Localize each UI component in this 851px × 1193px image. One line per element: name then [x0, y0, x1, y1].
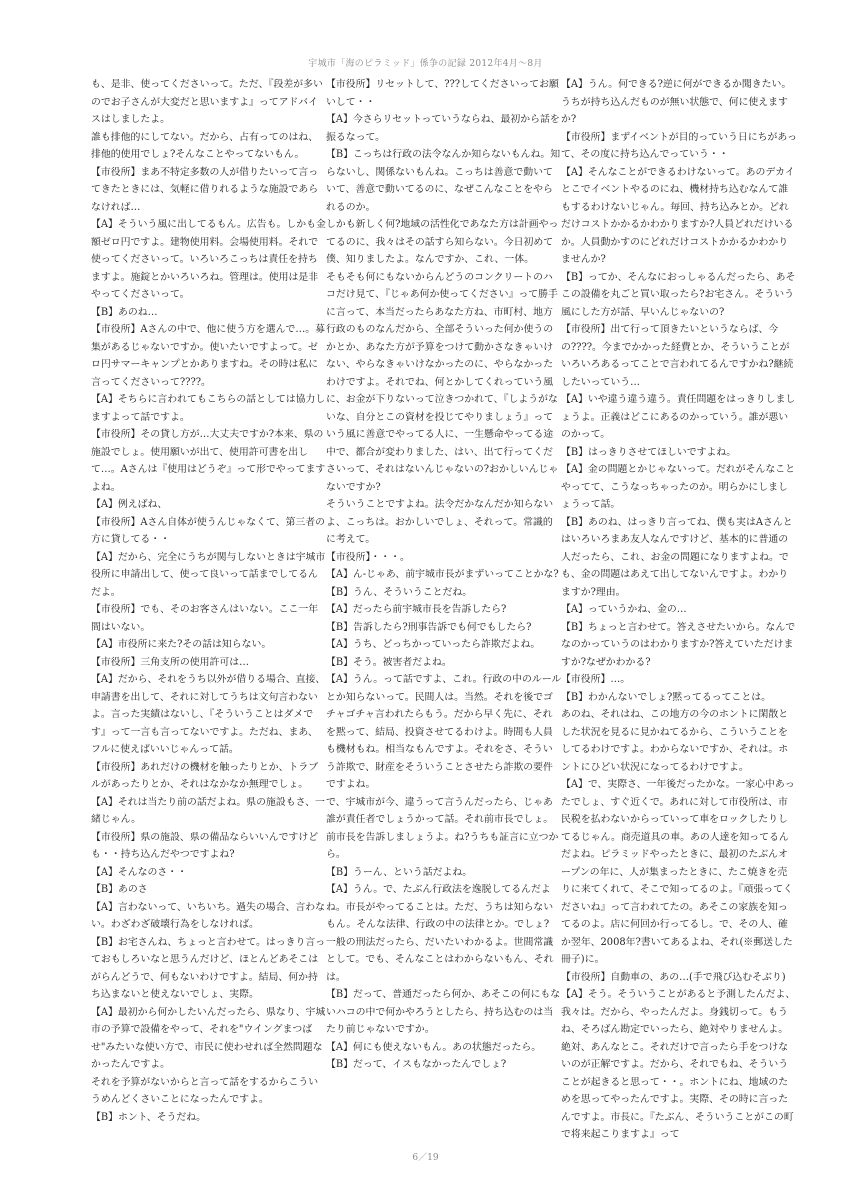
transcript-paragraph: 【A】最初から何かしたいんだったら、県なり、宇城市の予算で設備をやって、それを"ウイングまつばせ"みたいな使い方で、市民に使わせれば全然問題なかったんですよ。 — [91, 1006, 326, 1070]
transcript-paragraph: 【B】あのね、はっきり言ってね、僕も実はAさんとはいろいろまあ友人なんですけど、基本的に普通の人だったら、これ、お金の問題になりますよね。でも、金の問題はあえて出してないんですよ。わかりますか?理由。 — [561, 516, 793, 598]
transcript-paragraph: 【B】はっきりさせてほしいですよね。 — [561, 446, 737, 458]
transcript-paragraph: 【B】ホント、そうだね。 — [91, 1111, 206, 1123]
transcript-paragraph: 【B】あのね… — [91, 306, 158, 318]
transcript-paragraph: 【A】だから、完全にうちが関与しないときは宇城市役所に申請出して、使って良いって話までしてるんだよ。 — [91, 551, 326, 598]
transcript-paragraph: 【A】例えばね、 — [91, 499, 168, 510]
transcript-paragraph: 【A】そう。そういうことがあると予測したんだよ、我々は。だから、やったんだよ。身銭切って。もうね、そろばん勘定でいったら、絶対やりませんよ。絶対、あんなとこ。それだけで言ったら手をつけないのが正解ですよ。だから、それでもね、そういうことが起きると思って・・。ホントにね、地域のためを思ってやったんですよ。実際、その時に言ったんですよ。市長に。『たぶん、そういうことがこの町で将来起こりますよ』って — [561, 989, 796, 1140]
transcript-paragraph: しかも新しく何?地域の活性化であなた方は計画やってるのに、我々はその話すら知らない。今日初めて僕、知りましたよ。なんですか、これ、一体。 — [326, 219, 559, 265]
transcript-paragraph: 【A】っていうかね、金の… — [561, 604, 687, 615]
transcript-paragraph: 【B】お宅さんね、ちょっと言わせて。はっきり言っておもしろいなと思うんだけど、ほとんどあそこはがらんどうで、何もないわけですよ。結局、何か持ち込まないと使えないでしょ、実際。 — [91, 936, 326, 1000]
transcript-paragraph: 【市役所】Aさん自体が使うんじゃなくて、第三者の方に貸してる・・ — [91, 516, 326, 545]
transcript-paragraph: 【市役所】出て行って頂きたいというならば、今の????。今までかかった経費とか、そういうことがいろいろあるってことで言われてるんですかね?継続したいっていう… — [561, 324, 794, 388]
transcript-paragraph: 【B】そう。被害者だよね。 — [326, 656, 452, 668]
transcript-paragraph: 【B】だって、イスもなかったんでしょ? — [326, 1059, 507, 1070]
transcript-paragraph: で、宇城市が今、違うって言うんだったら、じゃあ誰が責任者でしょうかって話。それ前市長でしょ。前市長を告訴しましょうよ。ね?うちも証言に立つから。 — [326, 796, 559, 860]
transcript-column-2 — [326, 76, 562, 1074]
transcript-paragraph: そういうことですよね。法令だかなんだか知らないよ、こっちは。おかしいでしょ、それって。常識的に考えて。 — [326, 499, 554, 545]
transcript-paragraph: 【A】金の問題とかじゃないって。だれがそんなことやってて、こうなっちゃったのか。明らかにしましょうって話。 — [561, 464, 796, 510]
transcript-paragraph: 【市役所】でも、そのお客さんはいない。ここ一年間はいない。 — [91, 604, 319, 633]
transcript-paragraph: 【市役所】リセットして、???してくださいってお願いして・・ — [326, 79, 559, 108]
transcript-paragraph: 【市役所】県の施設、県の備品ならいいんですけども・・持ち込んだやつですよね? — [91, 831, 319, 860]
transcript-paragraph: 【B】ちょっと言わせて。答えさせたいから。なんでなのかっていうのはわかりますか?答えていただけますか?なぜかわかる? — [561, 621, 796, 668]
transcript-paragraph: 【市役所】まあ不特定多数の人が借りたいって言ってきたときには、気軽に借りれるような施設であらなければ… — [91, 166, 319, 213]
transcript-paragraph: 【A】そちらに言われてもこちらの話としては協力しますよって話ですよ。 — [91, 394, 326, 423]
transcript-paragraph: 【市役所】Aさんの中で、他に使う方を選んで…。募集があるじゃないですか。使いたいですよって。ゼロ円サマーキャンプとかありますね。その時は私に言ってくださいって????。 — [91, 324, 326, 388]
transcript-paragraph: も、是非、使ってくださいって。ただ、『段差が多いのでお子さんが大変だと思いますよ』ってアドバイスはしましたよ。 — [91, 79, 323, 125]
transcript-paragraph: 【A】そんなのさ・・ — [91, 866, 188, 878]
transcript-paragraph: それを予算がないからと言って話をするからこういうめんどくさいことになったんですよ。 — [91, 1076, 319, 1105]
transcript-paragraph: 【A】市役所に来た?その話は知らない。 — [91, 639, 272, 650]
transcript-paragraph: 【A】だから、それをうち以外が借りる場合、直接、申請書を出して、それに対してうちは文句言わないよ。言った実績はないし、『そういうことはダメです』って一言も言ってないですよ。ただね、まあ、フルに使えばいいじゃんって話。 — [91, 674, 326, 755]
transcript-paragraph: 【B】うん、そういうことだね。 — [326, 586, 473, 598]
transcript-paragraph: 【市役所】その貸し方が…大丈夫ですか?本来、県の施設でしょ。使用願いが出て、使用許可書を出して…。Aさんは『使用はどうぞ』って形でやってますよね。 — [91, 429, 326, 493]
transcript-paragraph: そもそも何にもないからんどうのコンクリートのハコだけ見て、『じゃあ何か使ってください』って勝手に言って、本当だったらあなた方ね、市町村、地方行政のものなんだから、全部そういった何か使うのかとか、あなた方が予算をつけて動かさなきゃいけない、やらなきゃいけなかったのに、やらなかったわけですよ。それでね、何とかしてくれっていう風に、お金が下りないって泣きつかれて、『しようがないな、自分とこの資材を投じてやりましょう』っていう風に善意でやってる人に、一生懸命やってる途中で、都合が変わりました、はい、出て行ってくださいって、それはないんじゃないの?おかしいんじゃないですか? — [326, 271, 559, 493]
transcript-paragraph: 【A】うん。何できる?逆に何ができるか聞きたい。うちが持ち込んだものが無い状態で、何に使えますか? — [561, 79, 792, 125]
transcript-paragraph: 【B】わかんないでしょ?黙ってるってことは。 — [561, 691, 772, 703]
transcript-paragraph: 一般の刑法だったら、だいたいわかるよ。世間常識として。でも、そんなことはわからないもん、それは。 — [326, 936, 554, 983]
transcript-paragraph: 【B】うーん、という話だよね。 — [326, 866, 473, 878]
page-number: 6／19 — [412, 1153, 439, 1163]
transcript-paragraph: 【A】何にも使えないもん。あの状態だったら。 — [326, 1041, 542, 1053]
transcript-paragraph: 【B】だって、普通だったら何か、あそこの何にもないハコの中で何かやろうとしたら、持ち込むのは当たり前じゃないですか。 — [326, 989, 561, 1035]
transcript-paragraph: 【B】告訴したら?刑事告訴でも何でもしたら? — [326, 621, 532, 633]
transcript-paragraph: 【市役所】三角支所の使用許可は… — [91, 656, 250, 668]
transcript-paragraph: 【A】そんなことができるわけないって。あのデカイとこでイベントやるのにね、機材持ち込むなんて誰もするわけないじゃん。毎回、持ち込みとか。どれだけコストかかるかわかりますか?人員どれだけいるか。人員動かすのにどれだけコストかかるかわかりませんか? — [561, 166, 795, 265]
transcript-paragraph: 【A】ん-じゃあ、前宇城市長がまずいってことかな? — [326, 569, 559, 580]
transcript-paragraph: 【A】いや違う違う違う。責任問題をはっきりしましょうよ。正義はどこにあるのかっていう。誰が悪いのかって。 — [561, 394, 796, 440]
transcript-column-3 — [561, 76, 797, 1144]
transcript-paragraph: 【A】うん。って話ですよ、これ。行政の中のルールとか知らないって。民間人は。当然。それを後でゴチャゴチャ言われたらもう。だから早く先に、それを黙って、結局、投資させてるわけよ。時間も人員も機材もね。相当なもんですよ。それをさ、そういう詐欺で、財産をそういうことさせたら詐欺の要件ですよね。 — [326, 674, 562, 790]
transcript-column-1 — [91, 76, 327, 1126]
transcript-paragraph: 【A】うん。で、たぶん行政法を逸脱してるんだよね。市長がやってることは。ただ、うちは知らないもん。そんな法律、行政の中の法律とか。でしょ? — [326, 884, 554, 930]
transcript-paragraph: 【市役所】自動車の、あの…(手で飛び込むそぶり) — [561, 971, 786, 983]
transcript-paragraph: 【B】あのさ — [91, 884, 148, 895]
transcript-paragraph: 【市役所】・・・。 — [326, 551, 410, 563]
transcript-paragraph: 誰も排他的にしてない。だから、占有ってのはね、排他的使用でしょ?そんなことやってないもん。 — [91, 131, 319, 160]
transcript-paragraph: 【A】うち、どっちかっていったら詐欺だよね。 — [326, 639, 541, 650]
transcript-paragraph: 【A】言わないって、いちいち。過失の場合、言わない。わざわざ破壊行為をしなければ。 — [91, 901, 326, 930]
transcript-paragraph: 【A】で、実際さ、一年後だったかな。一家心中あったでしょ、すぐ近くで。あれに対して市役所は、市民税を払わないからっていって車をロックしたりしてるじゃん。商売道具の車。あの人達を知ってるんだよね。ピラミッドやったときに、最初のたぶんオープンの年に、人が集まったときに、たこ焼きを売りに来てくれて、そこで知ってるのよ。『頑張ってくださいね』って言われてたの。あそこの家族を知ってるのよ。店に何回か行ってるし。で、その人、確か翌年、2008年?書いてあるよね、それ(※郵送した冊子)に。 — [561, 779, 795, 965]
transcript-paragraph: 【市役所】…。 — [561, 674, 631, 685]
page-header: 宇城市「海のピラミッド」係争の記録 2012年4月～8月 — [308, 59, 543, 69]
transcript-paragraph: 【A】だったら前宇城市長を告訴したら? — [326, 604, 507, 615]
transcript-paragraph: 【A】今さらリセットっていうならね、最初から話を振るなって。 — [326, 114, 560, 143]
transcript-paragraph: 【市役所】あれだけの機材を触ったりとか、トラブルがあったりとか、それはなかなか無理でしょ。 — [91, 761, 319, 790]
transcript-paragraph: 【B】ってか、そんなにおっしゃるんだったら、あそこの設備を丸ごと買い取ったら?お宅さん。そういう風にした方が話、早いんじゃないの? — [561, 271, 796, 318]
transcript-paragraph: あのね、それはね、この地方の今のホントに閑散とした状況を見るに見かねてるから、こういうことをしてるわけですよ。わからないですか、それは。ホントにひどい状況になってるわけですよ。 — [561, 709, 789, 773]
transcript-paragraph: 【B】こっちは行政の法令なんか知らないもんね。知らないし、関係ないもんね。こっちは善意で動いていて、善意で動いてるのに、なぜこんなことをやられるのか。 — [326, 149, 561, 213]
transcript-paragraph: 【A】それは当たり前の話だよね。県の施設もさ、一緒じゃん。 — [91, 796, 325, 825]
transcript-paragraph: 【A】そういう風に出してるもん。広告も。しかも金額ゼロ円ですよ。建物使用料。会場使用料。それで使ってくださいって。いろいろこっちは責任を持ちますよ。施錠とかいろいろね。管理は。使用は是非やってくださいって。 — [91, 219, 326, 300]
transcript-paragraph: 【市役所】まずイベントが目的っていう日にちがあって、その度に持ち込んでっていう・・ — [561, 131, 798, 160]
